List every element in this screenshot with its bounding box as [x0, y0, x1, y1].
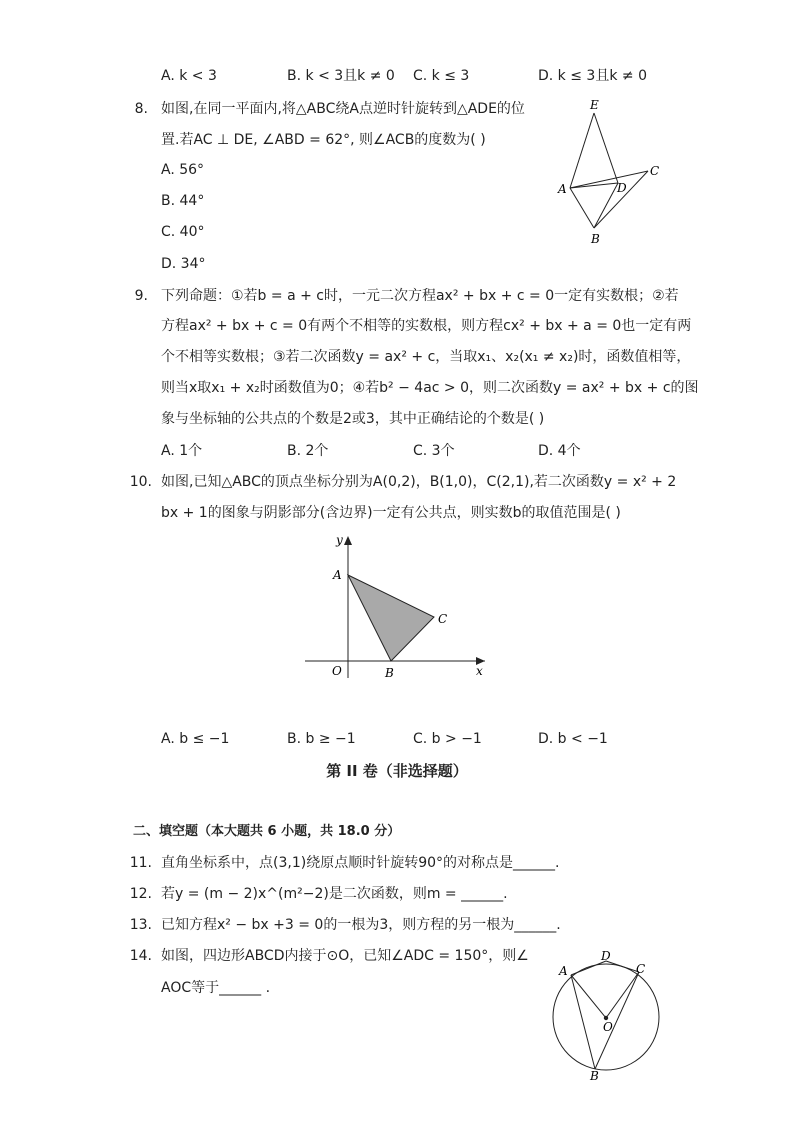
q14-figure [545, 945, 665, 1085]
q10-option-a: A. b ≤ −1 [161, 731, 230, 747]
q10-label-o: O [332, 664, 342, 678]
q9-line-3: 个不相等实数根；③若二次函数y = ax² + c，当取x₁、x₂(x₁ ≠ x₂)时，函数值相等， [161, 349, 691, 365]
q14-label-d: D [601, 949, 611, 963]
q14-label-a: A [559, 964, 568, 978]
q14-line-1: 如图，四边形ABCD内接于⊙O，已知∠ADC = 150°，则∠ [161, 948, 529, 964]
q10-label-b: B [385, 666, 394, 680]
q8-number: 8. [134, 101, 148, 117]
q13-text: 已知方程x² − bx +3 = 0的一根为3，则方程的另一根为______. [161, 917, 561, 933]
q8-label-d: D [617, 181, 627, 195]
q14-label-b: B [590, 1069, 599, 1083]
q10-option-d: D. b < −1 [538, 731, 608, 747]
section-2-heading: 二、填空题（本大题共 6 小题，共 18.0 分） [133, 824, 401, 839]
q9-option-d: D. 4个 [538, 443, 581, 459]
q14-line-2: AOC等于______ . [161, 980, 271, 996]
q9-option-c: C. 3个 [413, 443, 455, 459]
q9-option-a: A. 1个 [161, 443, 203, 459]
q11-text: 直角坐标系中，点(3,1)绕原点顺时针旋转90°的对称点是______. [161, 855, 560, 871]
y-axis-arrow-icon [344, 536, 352, 545]
q10-figure [300, 528, 500, 688]
q12-number: 12. [129, 886, 152, 902]
q10-label-y: y [336, 533, 343, 547]
q8-label-a: A [558, 182, 567, 196]
q9-number: 9. [134, 288, 148, 304]
q14-number: 14. [129, 948, 152, 964]
q12-text: 若y = (m − 2)x^(m²−2)是二次函数，则m = ______. [161, 886, 508, 902]
q7-option-a: A. k < 3 [161, 68, 217, 84]
q8-option-b: B. 44° [161, 193, 205, 209]
q7-option-c: C. k ≤ 3 [413, 68, 470, 84]
q11-number: 11. [129, 855, 152, 871]
q9-line-5: 象与坐标轴的公共点的个数是2或3，其中正确结论的个数是( ) [161, 411, 545, 427]
q13-number: 13. [129, 917, 152, 933]
q10-number: 10. [129, 474, 152, 490]
q10-label-x: x [476, 664, 483, 678]
q7-option-d: D. k ≤ 3且k ≠ 0 [538, 68, 647, 84]
q8-option-c: C. 40° [161, 224, 205, 240]
q9-option-b: B. 2个 [287, 443, 329, 459]
q10-line-1: 如图,已知△ABC的顶点坐标分别为A(0,2)，B(1,0)，C(2,1),若二次函数y = x² + 2 [161, 474, 677, 490]
q10-label-c: C [438, 612, 448, 626]
q9-line-4: 则当x取x₁ + x₂时函数值为0；④若b² − 4ac > 0，则二次函数y = ax² + bx + c的图 [161, 380, 699, 396]
q10-label-a: A [333, 568, 342, 582]
q9-line-2: 方程ax² + bx + c = 0有两个不相等的实数根，则方程cx² + bx + a = 0也一定有两 [161, 318, 692, 334]
q8-line-2: 置.若AC ⊥ DE, ∠ABD = 62°, 则∠ACB的度数为( ) [161, 132, 486, 148]
q14-label-c: C [636, 962, 646, 976]
q8-line-1: 如图,在同一平面内,将△ABC绕A点逆时针旋转到△ADE的位 [161, 101, 525, 117]
q8-option-d: D. 34° [161, 256, 206, 272]
part-2-title: 第 II 卷（非选择题） [326, 762, 468, 780]
q8-label-e: E [590, 98, 599, 112]
q8-figure [550, 95, 670, 255]
q9-line-1: 下列命题：①若b = a + c时，一元二次方程ax² + bx + c = 0一定有实数根；②若 [161, 288, 679, 304]
shaded-triangle-abc [348, 575, 434, 661]
q10-option-b: B. b ≥ −1 [287, 731, 356, 747]
q8-label-c: C [650, 164, 660, 178]
q14-label-o: O [603, 1020, 613, 1034]
q10-line-2: bx + 1的图象与阴影部分(含边界)一定有公共点，则实数b的取值范围是( ) [161, 505, 621, 521]
q8-label-b: B [591, 232, 600, 246]
q10-option-c: C. b > −1 [413, 731, 482, 747]
q7-option-b: B. k < 3且k ≠ 0 [287, 68, 395, 84]
q8-option-a: A. 56° [161, 162, 205, 178]
